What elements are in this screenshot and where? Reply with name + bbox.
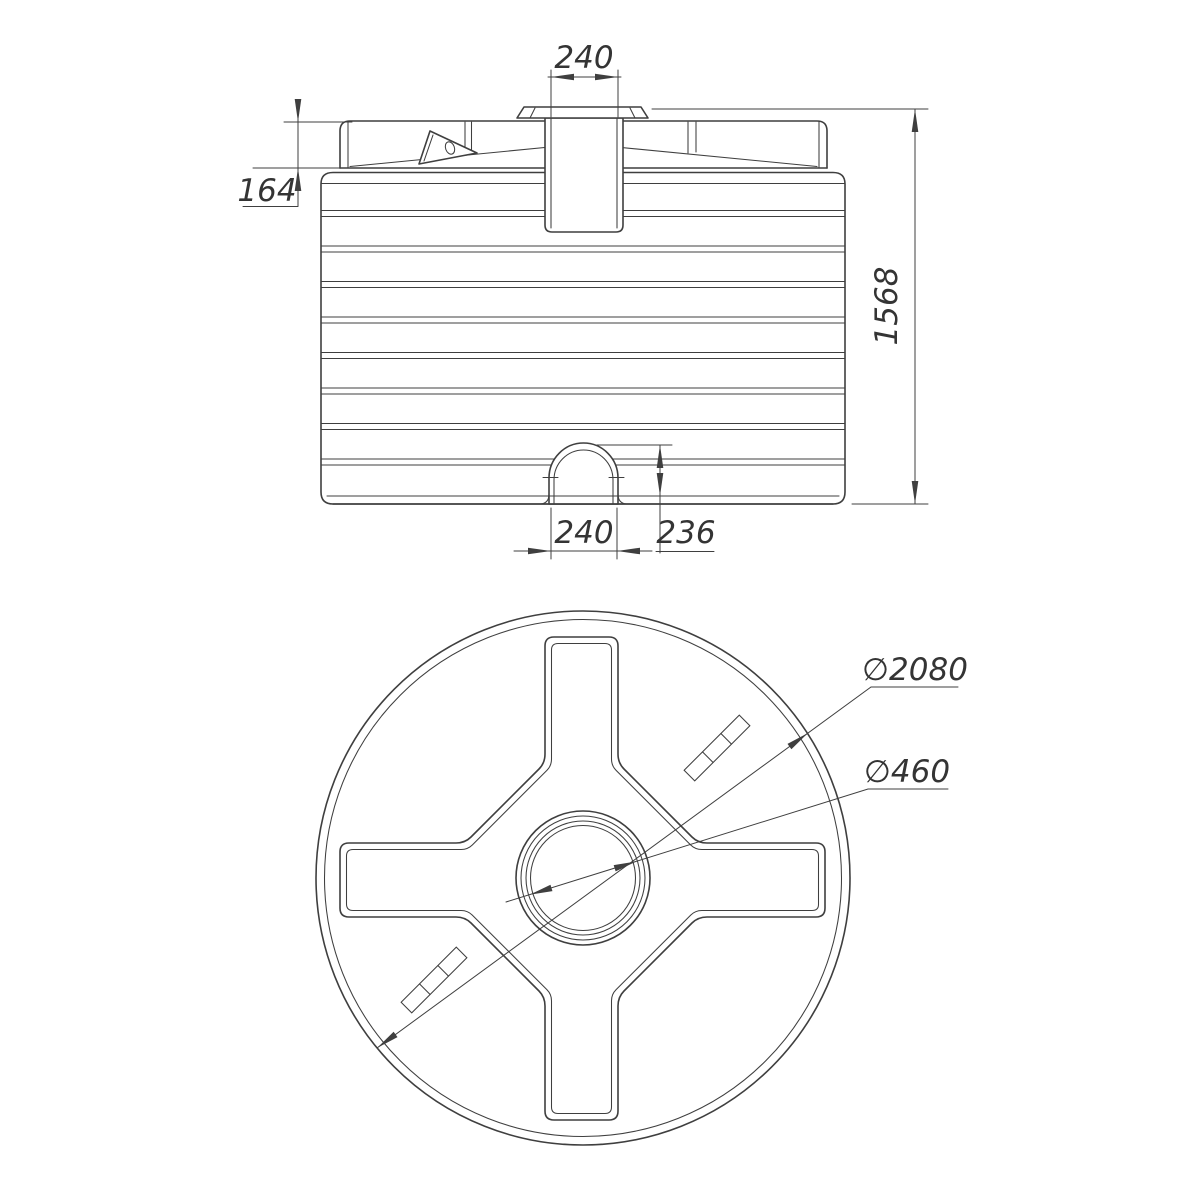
dim-neck-width (548, 40, 621, 117)
dim-label-base-channel-height: 236 (656, 515, 716, 551)
front-view (237, 40, 928, 559)
neck-cap (517, 107, 648, 118)
top-view (316, 611, 968, 1145)
dim-label-overall-height: 1568 (869, 266, 905, 346)
dim-neck-diameter (506, 754, 950, 902)
dim-label-top-section-height: 164 (237, 173, 297, 209)
dome-bracket (419, 131, 477, 164)
dome-slope-right (606, 146, 817, 167)
manhole-neck (545, 118, 623, 232)
dim-outer-diameter (375, 652, 968, 1051)
dim-label-neck-diameter: ∅460 (863, 754, 951, 790)
body-ribs (321, 211, 845, 466)
dim-label-neck-width: 240 (554, 40, 614, 76)
dim-label-base-channel-width: 240 (554, 515, 614, 551)
bottom-channel (541, 443, 626, 504)
dim-base-channel-width (514, 508, 652, 559)
grip-plate-ne (684, 715, 750, 781)
rim-tick-right (688, 122, 696, 153)
dim-top-section-height (237, 99, 352, 209)
dim-label-outer-diameter: ∅2080 (862, 652, 968, 688)
grip-plate-sw (401, 947, 467, 1013)
